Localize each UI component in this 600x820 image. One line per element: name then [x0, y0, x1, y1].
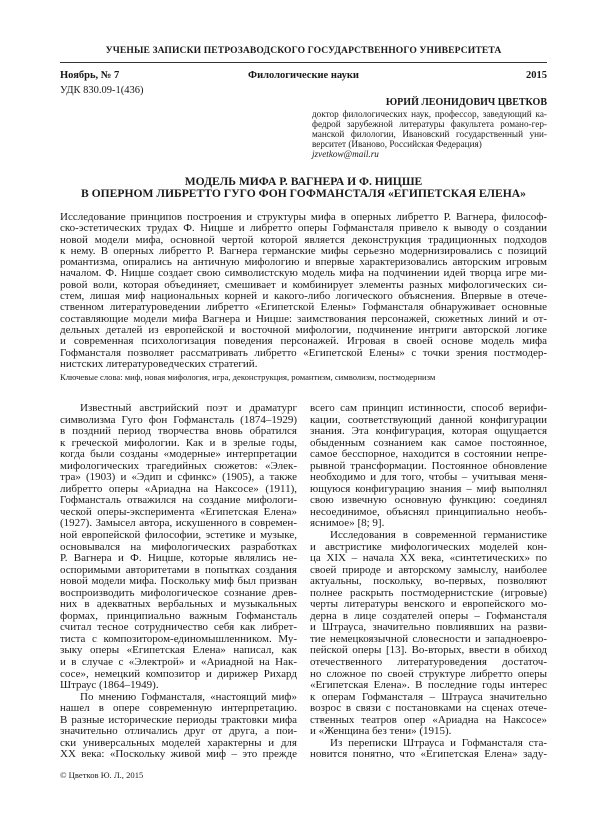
text-line: тра» (1903) и «Эдип и сфинкс» (1905), а также [60, 471, 297, 484]
text-line: Исследование принципов построения и структуры мифа в оперных либретто Р. Вагнера, философ- [60, 211, 547, 223]
text-line: но сложное по своей структуре либретто оперы [310, 667, 547, 680]
issue-year: 2015 [526, 70, 547, 81]
body-right-column [310, 403, 547, 761]
text-line: к греческой мифологии. Как и в зрелые годы, [60, 436, 297, 449]
text-line: значительно отличались друг от друга, а пои- [60, 725, 297, 738]
text-line: актуальны, поскольку, во-первых, позволяют [310, 575, 547, 588]
text-line: воспроизводить мифологическое сознание древ- [60, 586, 297, 599]
text-line: нашел в опере современную интерпретацию. [60, 702, 297, 715]
text-line: мифологических трагедийных сюжетов: «Элек- [60, 459, 297, 472]
text-line: и в случае с «Электрой» и «Ариадной на Нак- [60, 656, 297, 669]
text-line: самое бесспорное, находится в состоянии непре- [310, 448, 547, 461]
text-line: всего сам принцип истинности, способ верифи- [310, 402, 547, 414]
text-line: Исследования в современной германистике [330, 529, 547, 542]
text-line: рывной трансформации. Постоянное обновление [310, 459, 547, 472]
text-line: пейской оперы [13]. Во-вторых, ввести в обиход [310, 644, 547, 657]
header-rule [60, 62, 547, 63]
text-line: XX века: «Поскольку живой миф – это прежде [60, 748, 297, 761]
text-line: формах, принципиально важным Гофмансталь [60, 609, 297, 622]
text-line: В разные исторические периоды трактовки мифа [60, 713, 297, 726]
article-title [60, 176, 547, 200]
title-line-1: МОДЕЛЬ МИФА Р. ВАГНЕРА И Ф. НИЦШЕ [184, 175, 423, 188]
text-line: черты литературы венского и европейского мо- [310, 598, 547, 611]
text-line: дерна в лице создателей оперы – Гофмансталя [310, 609, 547, 622]
text-line: кации, соответствующий данной конфигурации [310, 413, 547, 426]
text-line: тие немецкоязычной словесности и западноевро- [310, 632, 547, 645]
text-line: символизма Гуго фон Гофмансталь (1874–1929) [60, 413, 297, 426]
paragraph [310, 738, 547, 761]
text-line: новой модели мифа, основной чертой которой является деконструкция традиционных подходов [60, 233, 547, 246]
copyright: © Цветков Ю. Л., 2015 [60, 770, 144, 780]
text-line: ственном литературоведении либретто «Египетской Елены» Гофмансталя обнаруживает основные [60, 301, 547, 314]
text-line: нистских литературоведческих стратегий. [60, 357, 258, 370]
text-line: обыденным сознанием как самое постоянное, [310, 436, 547, 449]
author-info-line: верситет (Иваново, Российская Федерация) [312, 139, 482, 149]
text-line: ски универсальных моделей характерны и для [60, 736, 297, 749]
text-line: (1927). Замысел автора, искушенного в современ- [60, 517, 297, 530]
text-line: в поздний период творчества вновь обратился [60, 425, 297, 438]
text-line: стем, лишая миф национальных корней и какого-либо логического объяснения. Впервые в отече- [60, 290, 547, 303]
text-line: ровой воли, которая объединяет, смешивает и комбинирует элементы разных мифологических си- [60, 278, 547, 291]
text-line: новой модели мифа. Поскольку миф был призван [60, 575, 297, 588]
text-line: ца XIX – начала XX века, «синтетических» по [310, 552, 547, 565]
author-name: ЮРИЙ ЛЕОНИДОВИЧ ЦВЕТКОВ [385, 97, 547, 108]
text-line: и австристике мифологических моделей кон- [310, 540, 547, 553]
paragraph [60, 212, 547, 370]
text-line: ственных театров опер «Ариадна на Наксосе» [310, 713, 547, 726]
text-line: Штраус (1864–1949). [60, 679, 159, 692]
text-line: к нему. В оперных либретто Р. Вагнера германские мифы серьезно модернизировались с позиций [60, 244, 547, 257]
paragraph [60, 692, 297, 761]
text-line: Известный австрийский поэт и драматург [80, 402, 297, 414]
text-line: отечественного литературоведения достаточ- [310, 656, 547, 669]
text-line: ной европейской философии, эстетике и музыке, [60, 529, 297, 542]
text-line: Р. Вагнера и Ф. Ницше, которые являлись не- [60, 552, 297, 565]
keywords: Ключевые слова: миф, новая мифология, игра, деконструкция, романтизм, символизм, постмодернизм [60, 372, 436, 382]
text-line: Из переписки Штрауса и Гофмансталя ста- [330, 736, 547, 749]
paragraph [310, 530, 547, 738]
text-line: новится понятно, что «Египетская Елена» заду- [310, 748, 547, 761]
text-line: своей природе и авторскому замыслу, наиболее [310, 563, 547, 576]
text-line: романтизма, опирались на античную мифологию и впервые характеризовались авторским игровым [60, 256, 547, 269]
body-left-column [60, 403, 297, 761]
text-line: По мнению Гофмансталя, «настоящий миф» [80, 690, 297, 703]
text-line: знания. Эта конфигурация, которая ощущается [310, 425, 547, 438]
journal-title: УЧЕНЫЕ ЗАПИСКИ ПЕТРОЗАВОДСКОГО ГОСУДАРСТВЕННОГО УНИВЕРСИТЕТА [105, 45, 502, 56]
text-line: считал тесное сотрудничество себя как либрет- [60, 621, 297, 634]
text-line: ческой оперы-эксперимента «Египетская Елена» [60, 505, 297, 518]
text-line: возрос в связи с постановками на сценах отече- [310, 702, 547, 715]
author-info-line: федрой зарубежной литературы факультета романо-гер- [312, 119, 547, 129]
text-line: свою извечную основную функцию: соединял [310, 494, 547, 507]
text-line: и Штрауса, значительно повлиявших на разви- [310, 621, 547, 634]
udk-code: УДК 830.09-1(436) [60, 85, 144, 96]
text-line: ско-эстетических трудах Ф. Ницше и либретто оперы Гофмансталя привело к выводу о создании [60, 222, 547, 235]
section-name: Филологические науки [248, 70, 359, 81]
paragraph [310, 403, 547, 530]
text-line: дельных деталей из европейской и восточной мифологии, подчинение интриги авторской логике [60, 323, 547, 336]
text-line: ющуюся конфигурацию знания – миф выполнял [310, 482, 547, 495]
text-line: Гофмансталя позволяет рассматривать либретто «Египетской Елены» с точки зрения постмодер- [60, 346, 547, 359]
text-line: зыку оперы «Египетская Елена» написал, как [60, 644, 297, 657]
paragraph [60, 403, 297, 692]
text-line: них в адекватных вербальных и музыкальных [60, 598, 297, 611]
text-line: основывался на мифологических разработках [60, 540, 297, 553]
text-line: тиста с композитором-единомышленником. Му- [60, 632, 297, 645]
text-line: яснимое» [8; 9]. [310, 517, 385, 530]
author-info-line: манской филологии, Ивановский государственный уни- [312, 129, 547, 139]
text-line: «Египетская Елена». В последние годы интерес [310, 679, 547, 692]
text-line: и «Женщина без тени» (1915). [310, 725, 452, 738]
text-line: сосе», немецкий композитор и дирижер Рихард [60, 667, 297, 680]
text-line: началом. Ф. Ницше создает свою символистскую модель мифа на подчинении идей творца игре ми- [60, 267, 547, 280]
author-info [312, 109, 547, 159]
author-info-line: доктор филологических наук, профессор, заведующий ка- [312, 109, 547, 119]
author-email[interactable]: jzvetkow@mail.ru [312, 149, 379, 159]
text-line: составляющие модели мифа Вагнера и Ницше: заимствования персонажей, сюжетных линий и от- [60, 312, 547, 325]
text-line: полнее раскрыть постмодернистские (игровые) [310, 586, 547, 599]
text-line: Гофмансталь отважился на создание мифологи- [60, 494, 297, 507]
text-line: необходимо и для того, чтобы – учитывая меня- [310, 471, 547, 484]
abstract [60, 212, 547, 370]
text-line: несоединимое, объяснял принципиально необъ- [310, 505, 547, 518]
text-line: и современная психологизация поведения персонажей. Игровая в своей основе модель мифа [60, 335, 547, 348]
text-line: либретто оперы «Ариадна на Наксосе» (1911), [60, 482, 297, 495]
text-line: когда были созданы «модерные» интерпретации [60, 448, 297, 461]
title-line-2: В ОПЕРНОМ ЛИБРЕТТО ГУГО ФОН ГОФМАНСТАЛЯ «ЕГИПЕТСКАЯ ЕЛЕНА» [81, 187, 526, 200]
text-line: оспоримыми авторитетами в попытках создания [60, 563, 297, 576]
issue-number: Ноябрь, № 7 [60, 70, 120, 81]
text-line: к операм Гофмансталя – Штрауса значительно [310, 690, 547, 703]
